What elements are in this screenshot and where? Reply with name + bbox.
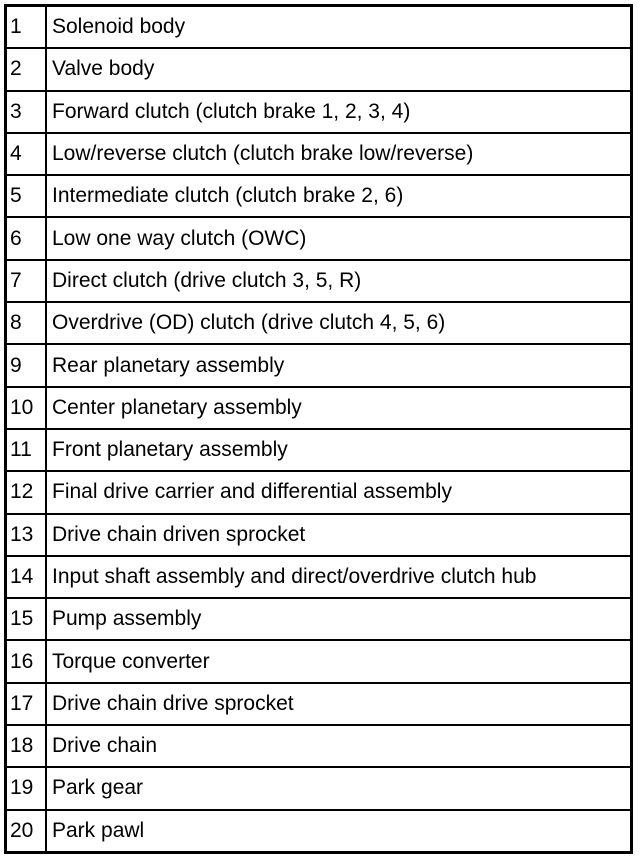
item-label: Low one way clutch (OWC) xyxy=(52,226,307,250)
table-row xyxy=(7,515,630,557)
table-row xyxy=(7,176,630,218)
item-number: 12 xyxy=(7,472,47,512)
table-row xyxy=(7,218,630,260)
item-number: 5 xyxy=(7,176,47,216)
item-label: Drive chain drive sprocket xyxy=(52,691,294,715)
item-number: 11 xyxy=(7,430,47,470)
table-row xyxy=(7,430,630,472)
item-number: 3 xyxy=(7,92,47,132)
table-row xyxy=(7,768,630,810)
table-row xyxy=(7,811,630,851)
table-row xyxy=(7,303,630,345)
table-row xyxy=(7,641,630,683)
item-number: 6 xyxy=(7,218,47,258)
item-label: Forward clutch (clutch brake 1, 2, 3, 4) xyxy=(52,99,411,123)
item-number: 10 xyxy=(7,388,47,428)
table-row xyxy=(7,49,630,91)
item-number: 15 xyxy=(7,599,47,639)
table-row xyxy=(7,472,630,514)
item-number: 4 xyxy=(7,134,47,174)
item-label: Front planetary assembly xyxy=(52,438,288,462)
table-row xyxy=(7,92,630,134)
table-row xyxy=(7,345,630,387)
item-label: Intermediate clutch (clutch brake 2, 6) xyxy=(52,184,404,208)
table-row xyxy=(7,726,630,768)
item-label: Overdrive (OD) clutch (drive clutch 4, 5, 6) xyxy=(52,311,446,335)
table-row xyxy=(7,7,630,49)
table-row xyxy=(7,388,630,430)
item-label: Valve body xyxy=(52,57,155,81)
item-label: Solenoid body xyxy=(52,15,186,39)
item-label: Center planetary assembly xyxy=(52,395,302,419)
item-label: Drive chain driven sprocket xyxy=(52,522,306,546)
item-number: 16 xyxy=(7,641,47,681)
component-legend-table xyxy=(4,4,633,854)
item-label: Input shaft assembly and direct/overdrive clutch hub xyxy=(52,565,537,588)
table-row xyxy=(7,599,630,641)
item-label: Low/reverse clutch (clutch brake low/reverse) xyxy=(52,142,474,166)
item-label: Rear planetary assembly xyxy=(52,353,285,377)
item-number: 19 xyxy=(7,768,47,808)
table-row xyxy=(7,134,630,176)
item-number: 18 xyxy=(7,726,47,766)
table-row xyxy=(7,557,630,599)
item-number: 17 xyxy=(7,684,47,724)
item-number: 1 xyxy=(7,7,47,47)
item-number: 2 xyxy=(7,49,47,89)
table-row xyxy=(7,684,630,726)
item-number: 14 xyxy=(7,557,47,597)
item-number: 13 xyxy=(7,515,47,555)
item-label: Pump assembly xyxy=(52,607,202,631)
item-label: Torque converter xyxy=(52,649,210,673)
item-label: Park gear xyxy=(52,776,144,800)
item-label: Drive chain xyxy=(52,734,158,758)
item-label: Park pawl xyxy=(52,818,145,842)
item-number: 8 xyxy=(7,303,47,343)
table-row xyxy=(7,261,630,303)
item-label: Direct clutch (drive clutch 3, 5, R) xyxy=(52,268,362,292)
item-label: Final drive carrier and differential assembly xyxy=(52,480,452,504)
item-number: 9 xyxy=(7,345,47,385)
item-number: 7 xyxy=(7,261,47,301)
item-number: 20 xyxy=(7,811,47,851)
